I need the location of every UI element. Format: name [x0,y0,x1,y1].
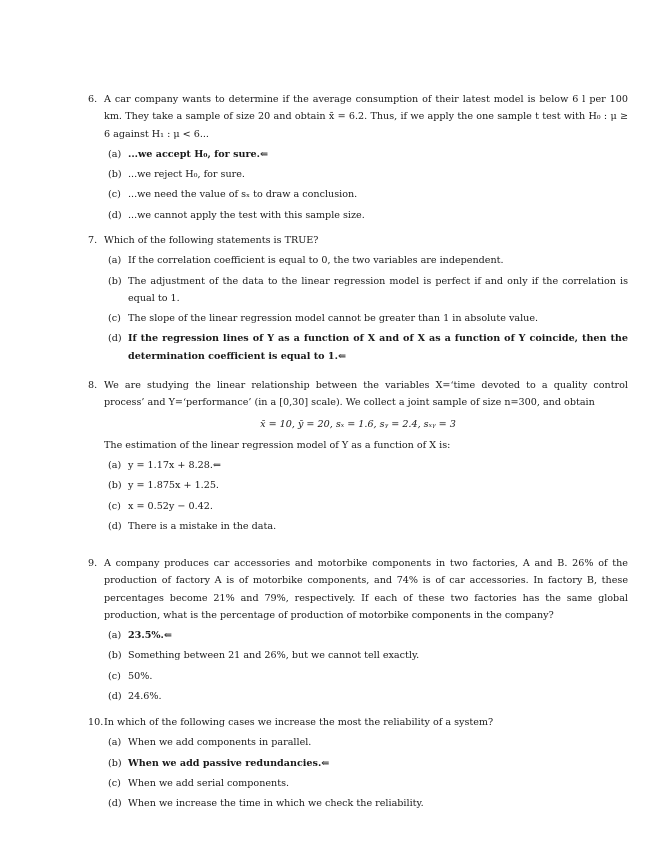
option-a: (a) If the correlation coefficient is equal to 0, the two variables are independent. [108,255,504,267]
option-d: (d) When we increase the time in which we check the reliability. [108,798,424,810]
option-a: (a) ...we accept H₀, for sure.⇐ [108,148,268,160]
options-list [108,146,628,224]
option-a: (a) y = 1.17x + 8.28.⇐ [108,460,221,472]
option-b: (b) The adjustment of the data to the linear regression model is perfect if and only if the correlation is equal to 1. [108,275,628,304]
statistics-formula: x̄ = 10, ȳ = 20, sₓ = 1.6, sᵧ = 2.4, sₓᵧ = 3 [260,418,456,430]
question-number: 8. [88,380,98,391]
option-d: (d) 24.6%. [108,691,162,703]
estimation-prompt: The estimation of the linear regression model of Y as a function of X is: [104,439,451,451]
options-list [108,734,628,812]
question-6 [88,91,628,224]
question-text: In which of the following cases we increase the most the reliability of a system? [104,717,494,728]
option-a: (a) 23.5%.⇐ [108,630,172,642]
option-c: (c) x = 0.52y − 0.42. [108,500,213,512]
options-list [108,627,628,705]
option-c: (c) When we add serial components. [108,777,290,789]
question-text: A company produces car accessories and motorbike components in two factories, A and B. 26% of the production of factory A is of motorbike components, and 74% is of car accessories. In factory B, these percentages become 21% and 79%, respectively. If each of these two factories has the same global production, what is the percentage of production of motorbike components in the company? [104,558,628,621]
question-text: Which of the following statements is TRUE? [104,235,319,246]
option-d: (d) If the regression lines of Y as a function of X and of X as a function of Y coincide, then the determination coefficient is equal to 1.⇐ [108,333,628,362]
question-number: 7. [88,235,98,246]
question-text: We are studying the linear relationship between the variables X=‘time devoted to a quality control process’ and Y=‘performance’ (in a [0,30] scale). We collect a joint sample of size n=300, and obtain [104,380,628,409]
option-a: (a) When we add components in parallel. [108,737,312,749]
options-list [108,457,628,535]
option-b: (b) Something between 21 and 26%, but we cannot tell exactly. [108,650,420,662]
question-9 [88,555,628,705]
option-b: (b) y = 1.875x + 1.25. [108,480,219,492]
question-number: 6. [88,94,98,105]
option-c: (c) ...we need the value of sₓ to draw a conclusion. [108,189,358,201]
question-number: 10. [88,717,104,728]
option-b: (b) ...we reject H₀, for sure. [108,169,245,181]
option-d: (d) ...we cannot apply the test with this sample size. [108,209,365,221]
option-d: (d) There is a mistake in the data. [108,521,277,533]
question-7 [88,232,628,365]
question-number: 9. [88,558,98,569]
question-8 [88,377,628,535]
option-c: (c) 50%. [108,670,153,682]
question-10 [88,714,628,812]
options-list [108,252,628,365]
option-b: (b) When we add passive redundancies.⇐ [108,757,330,769]
question-text: A car company wants to determine if the average consumption of their latest model is below 6 l per 100 km. They take a sample of size 20 and obtain x̄ = 6.2. Thus, if we apply the one sample t test with H₀ : μ ≥ 6 against H₁ : μ < 6... [104,94,628,140]
option-c: (c) The slope of the linear regression model cannot be greater than 1 in absolute value. [108,313,539,325]
